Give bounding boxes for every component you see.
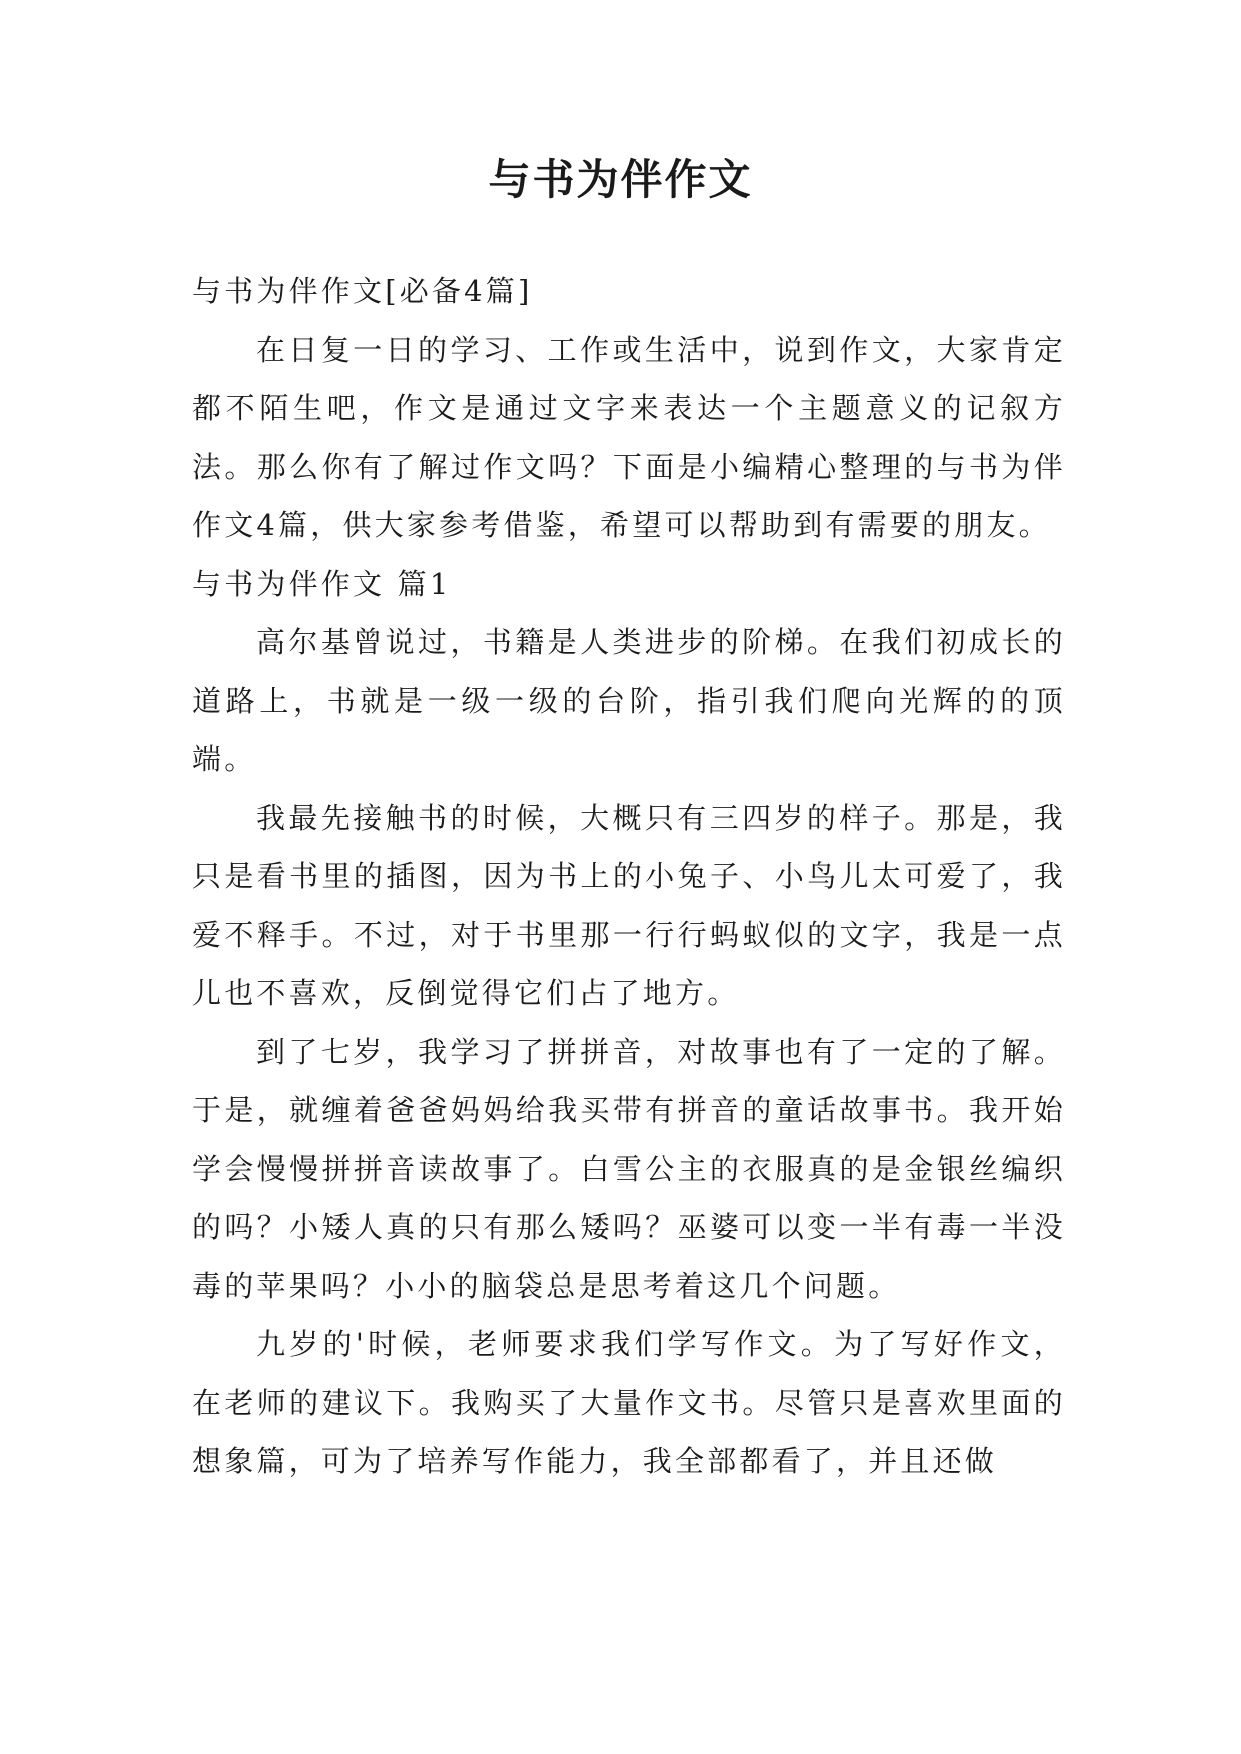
section-heading: 与书为伴作文 篇1	[192, 566, 452, 601]
body-paragraph: 高尔基曾说过，书籍是人类进步的阶梯。在我们初成长的道路上，书就是一级一级的台阶，指引我们爬向光辉的的顶端。	[192, 625, 1066, 776]
document-title: 与书为伴作文	[488, 155, 753, 204]
subtitle-line: 与书为伴作文[必备4篇]	[192, 274, 533, 308]
body-paragraph: 我最先接触书的时候，大概只有三四岁的样子。那是，我只是看书里的插图，因为书上的小兔子、小鸟儿太可爱了，我爱不释手。不过，对于书里那一行行蚂蚁似的文字，我是一点儿也不喜欢，反倒觉得它们占了地方。	[192, 800, 1066, 1010]
intro-paragraph: 在日复一日的学习、工作或生活中，说到作文，大家肯定都不陌生吧，作文是通过文字来表达一个主题意义的记叙方法。那么你有了解过作文吗？下面是小编精心整理的与书为伴作文4篇，供大家参考借鉴，希望可以帮助到有需要的朋友。	[192, 332, 1066, 542]
body-paragraph: 九岁的'时候，老师要求我们学写作文。为了写好作文，在老师的建议下。我购买了大量作文书。尽管只是喜欢里面的想象篇，可为了培养写作能力，我全部都看了，并且还做	[192, 1327, 1066, 1478]
body-paragraph: 到了七岁，我学习了拼拼音，对故事也有了一定的了解。于是，就缠着爸爸妈妈给我买带有拼音的童话故事书。我开始学会慢慢拼拼音读故事了。白雪公主的衣服真的是金银丝编织的吗？小矮人真的只有那么矮吗？巫婆可以变一半有毒一半没毒的苹果吗？小小的脑袋总是思考着这几个问题。	[192, 1034, 1066, 1303]
document-body	[192, 262, 1066, 1491]
